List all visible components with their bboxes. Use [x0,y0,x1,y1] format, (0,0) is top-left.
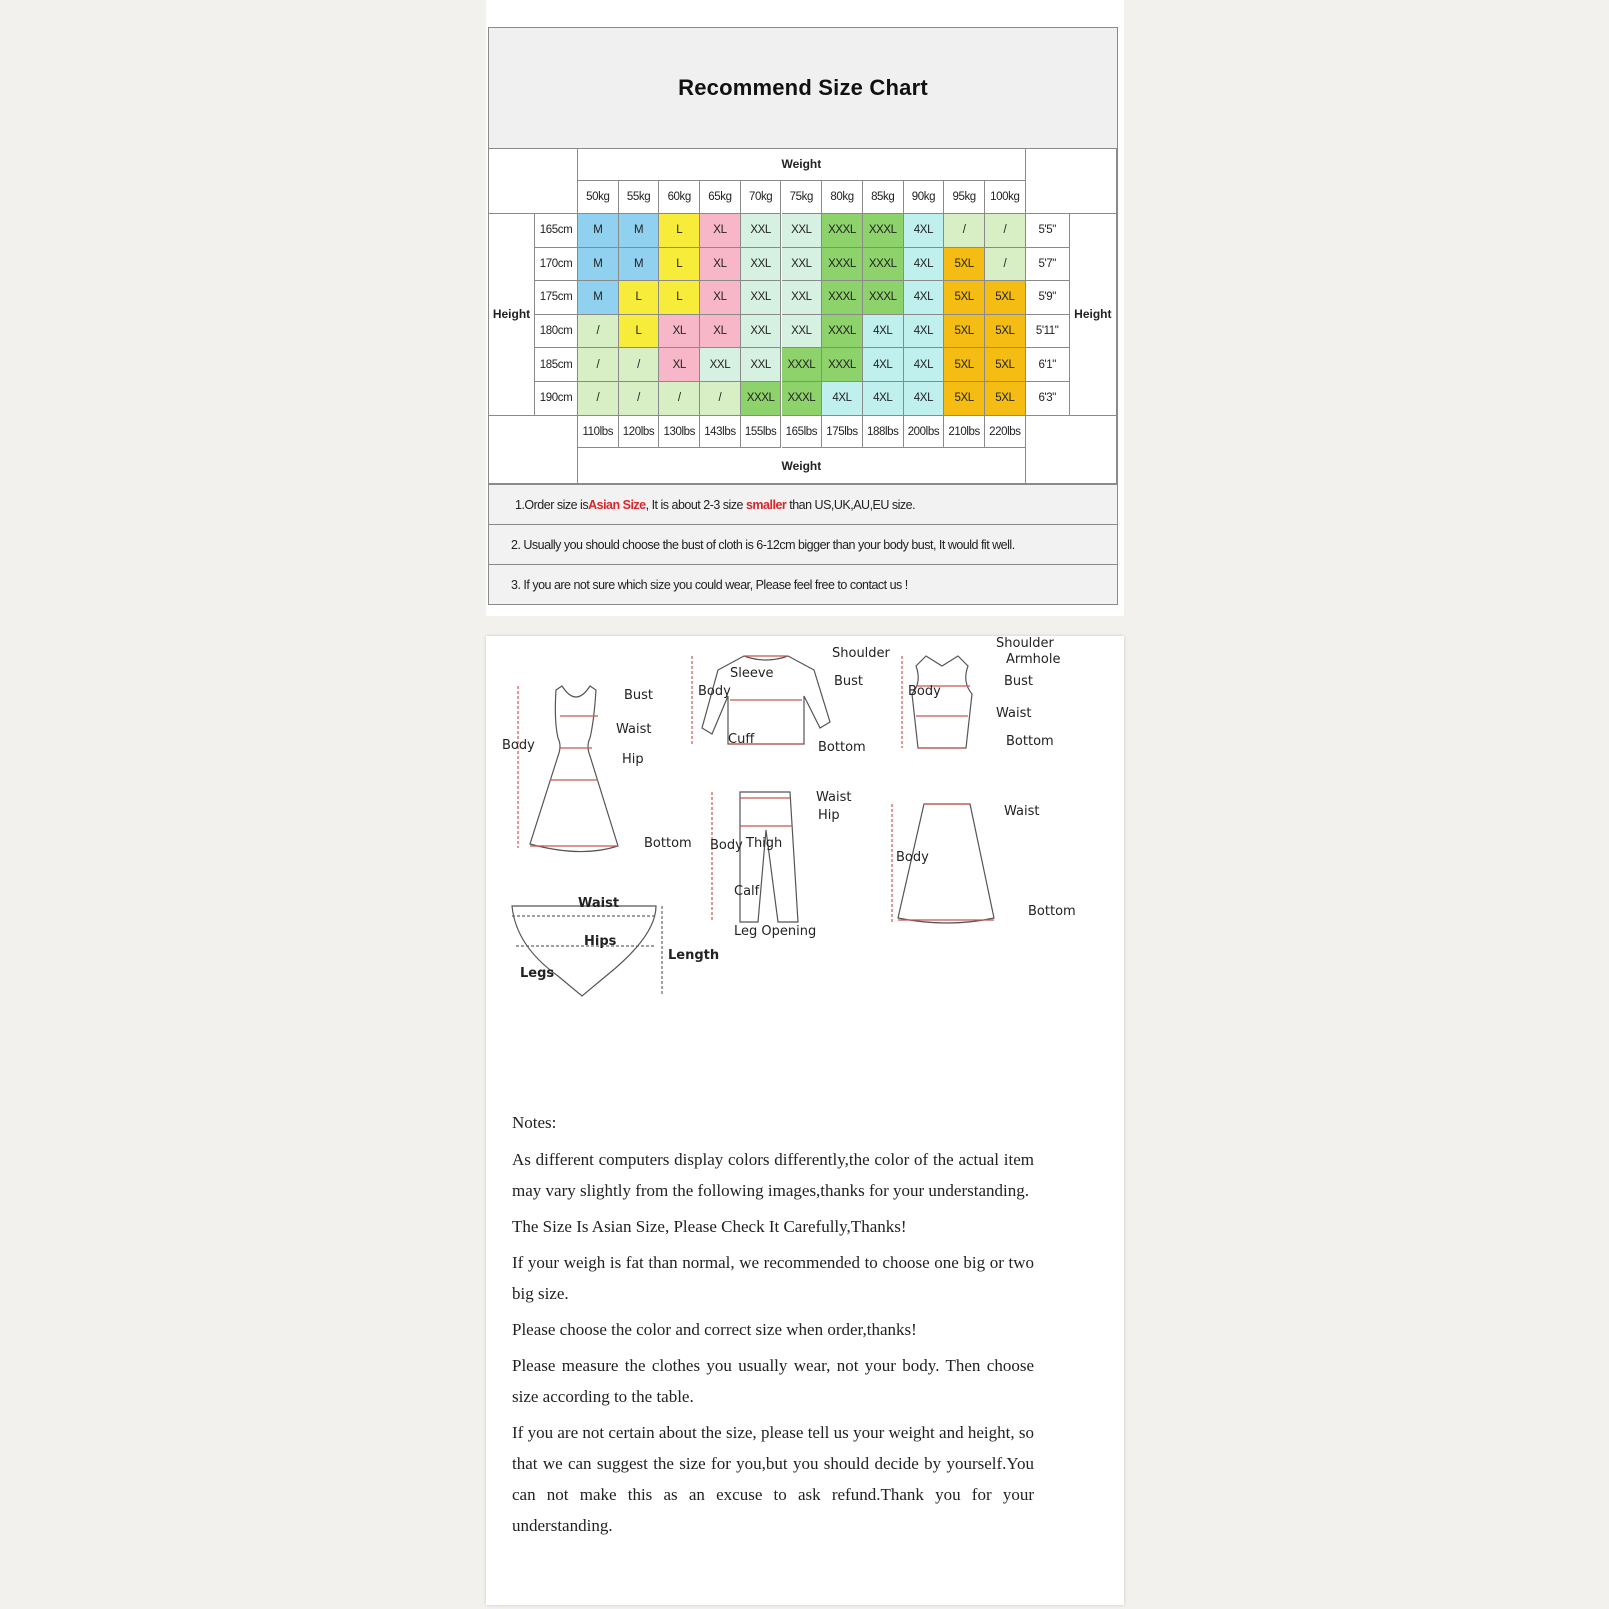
height-ft-label: 6'1" [1026,348,1070,382]
weight-lbs-footer: 220lbs [985,416,1026,448]
size-cell: XL [659,348,700,382]
skirt-body-label: Body [896,850,929,865]
size-cell: 4XL [904,214,945,248]
size-cell: M [619,214,660,248]
size-cell: XL [700,281,741,315]
size-cell: XL [700,214,741,248]
size-cell: 5XL [944,382,985,416]
tank-body-label: Body [908,684,941,699]
size-cell: XXL [741,248,782,282]
size-cell: 4XL [904,248,945,282]
tank-bust-label: Bust [1004,674,1034,689]
height-ft-label: 5'5" [1026,214,1070,248]
size-cell: 4XL [863,348,904,382]
size-cell: 4XL [904,348,945,382]
size-chart-panel [486,0,1124,616]
note-row-3 [489,564,1117,604]
weight-lbs-footer: 175lbs [822,416,863,448]
size-cell: / [578,315,619,349]
size-cell: L [659,281,700,315]
size-cell: 4XL [863,382,904,416]
shirt-shoulder-label: Shoulder [832,646,890,661]
size-cell: L [619,281,660,315]
size-cell: XXXL [822,315,863,349]
size-chart-table [488,27,1118,605]
weight-kg-header: 90kg [904,181,945,214]
notes-paragraph: Please choose the color and correct size when order,thanks! [512,1320,917,1339]
size-cell: / [578,382,619,416]
size-cell: XXXL [822,348,863,382]
pants-hip-label: Hip [818,808,840,823]
size-cell: XXXL [782,348,823,382]
size-cell: XXXL [863,248,904,282]
tank-armhole-label: Armhole [1006,652,1061,667]
weight-kg-header: 80kg [822,181,863,214]
size-cell: 5XL [985,281,1026,315]
size-cell: XXL [782,281,823,315]
briefs-waist-label: Waist [578,896,620,911]
weight-kg-header: 65kg [700,181,741,214]
note-1-post: than US,UK,AU,EU size. [786,497,916,512]
size-cell: L [619,315,660,349]
corner-blank [1026,148,1117,214]
size-cell: XXL [741,214,782,248]
size-cell: 4XL [822,382,863,416]
briefs-illustration [512,906,662,996]
notes-section [512,1107,1034,1546]
dress-hip-label: Hip [622,752,644,767]
weight-lbs-footer: 200lbs [904,416,945,448]
size-cell: XXL [741,281,782,315]
note-1-mid: , It is about 2-3 size [645,497,746,512]
notes-paragraph: As different computers display colors differently,the color of the actual item may vary slightly from the following images,thanks for your understanding. [512,1150,1034,1200]
weight-lbs-footer: 188lbs [863,416,904,448]
size-cell: XXL [741,348,782,382]
size-cell: XXL [782,248,823,282]
corner-blank [1026,416,1117,484]
size-cell: 5XL [985,315,1026,349]
corner-blank [489,148,578,214]
skirt-waist-label: Waist [1004,804,1040,819]
pants-illustration [712,792,798,922]
pants-body-label: Body [710,838,743,853]
garment-diagrams [486,636,1124,1056]
height-cm-label: 175cm [535,281,578,315]
size-cell: / [985,248,1026,282]
weight-kg-header: 85kg [863,181,904,214]
height-label-left: Height [489,214,535,416]
shirt-body-label: Body [698,684,731,699]
size-cell: XXL [782,315,823,349]
weight-kg-header: 70kg [741,181,782,214]
size-cell: XXL [782,214,823,248]
size-cell: 4XL [904,281,945,315]
height-cm-label: 190cm [535,382,578,416]
dress-bottom-label: Bottom [644,836,692,851]
weight-lbs-footer: 165lbs [782,416,823,448]
size-cell: XL [700,248,741,282]
tank-illustration [902,656,972,748]
size-cell: / [985,214,1026,248]
pants-calf-label: Calf [734,884,760,899]
size-cell: / [619,348,660,382]
weight-kg-header: 55kg [619,181,660,214]
notes-paragraph: If your weigh is fat than normal, we recommended to choose one big or two big size. [512,1253,1034,1303]
size-cell: 5XL [944,348,985,382]
size-cell: M [578,281,619,315]
briefs-legs-label: Legs [520,966,555,981]
shirt-bottom-label: Bottom [818,740,866,755]
size-cell: M [578,248,619,282]
weight-kg-header: 75kg [782,181,823,214]
weight-kg-header: 60kg [659,181,700,214]
size-cell: XXL [700,348,741,382]
note-1-pre: 1.Order size is [515,497,589,512]
size-cell: M [619,248,660,282]
size-cell: XL [659,315,700,349]
note-1-asian-size: Asian Size [588,497,646,512]
tank-waist-label: Waist [996,706,1032,721]
size-cell: L [659,214,700,248]
size-cell: 5XL [985,382,1026,416]
pants-thigh-label: Thigh [746,836,783,851]
size-cell: XXL [741,315,782,349]
size-cell: XXXL [863,214,904,248]
dress-body-label: Body [502,738,535,753]
size-cell: 4XL [904,315,945,349]
size-cell: XXXL [822,248,863,282]
size-cell: L [659,248,700,282]
height-cm-label: 185cm [535,348,578,382]
notes-paragraph: The Size Is Asian Size, Please Check It Carefully,Thanks! [512,1217,907,1236]
height-cm-label: 170cm [535,248,578,282]
weight-lbs-footer: 110lbs [578,416,619,448]
size-cell: XL [700,315,741,349]
notes-paragraph: Please measure the clothes you usually wear, not your body. Then choose size according to the table. [512,1356,1034,1406]
title-band [489,28,1117,149]
note-2-text: 2. Usually you should choose the bust of cloth is 6-12cm bigger than your body bust, It would fit well. [511,537,1015,552]
note-3-text: 3. If you are not sure which size you could wear, Please feel free to contact us ! [511,577,908,592]
shirt-sleeve-label: Sleeve [730,666,774,681]
skirt-bottom-label: Bottom [1028,904,1076,919]
dress-waist-label: Waist [616,722,652,737]
size-cell: / [944,214,985,248]
notes-paragraph: If you are not certain about the size, please tell us your weight and height, so that we can suggest the size for you,but you should decide by yourself.You can not make this as an excuse to ask refund.Thank you for your understanding. [512,1423,1034,1535]
height-cm-label: 165cm [535,214,578,248]
height-label-right: Height [1070,214,1117,416]
height-cm-label: 180cm [535,315,578,349]
weight-lbs-footer: 130lbs [659,416,700,448]
weight-lbs-footer: 155lbs [741,416,782,448]
shirt-cuff-label: Cuff [728,732,755,747]
height-ft-label: 5'11" [1026,315,1070,349]
height-ft-label: 5'9" [1026,281,1070,315]
size-cell: XXXL [863,281,904,315]
size-cell: XXXL [822,214,863,248]
weight-lbs-footer: 120lbs [619,416,660,448]
weight-header: Weight [578,148,1026,181]
size-cell: 5XL [944,281,985,315]
weight-kg-header: 50kg [578,181,619,214]
size-cell: / [578,348,619,382]
size-cell: / [700,382,741,416]
weight-footer: Weight [578,448,1026,484]
height-ft-label: 6'3" [1026,382,1070,416]
height-ft-label: 5'7" [1026,248,1070,282]
weight-lbs-footer: 143lbs [700,416,741,448]
dress-illustration [518,686,618,852]
tank-bottom-label: Bottom [1006,734,1054,749]
size-cell: 4XL [863,315,904,349]
pants-leg-opening-label: Leg Opening [734,924,817,939]
weight-lbs-footer: 210lbs [944,416,985,448]
briefs-length-label: Length [668,948,720,963]
size-cell: 4XL [904,382,945,416]
size-cell: 5XL [985,348,1026,382]
pants-waist-label: Waist [816,790,852,805]
size-cell: / [619,382,660,416]
size-cell: XXXL [782,382,823,416]
tank-shoulder-label: Shoulder [996,636,1054,651]
note-row-2 [489,524,1117,564]
measurement-guide-panel [486,636,1124,1605]
size-cell: XXXL [822,281,863,315]
note-row-1 [489,484,1117,524]
size-grid [489,148,1117,484]
size-cell: M [578,214,619,248]
size-cell: XXXL [741,382,782,416]
shirt-bust-label: Bust [834,674,864,689]
dress-bust-label: Bust [624,688,654,703]
note-1-smaller: smaller [745,497,787,512]
chart-title: Recommend Size Chart [678,75,928,100]
briefs-hips-label: Hips [584,934,617,949]
weight-kg-header: 95kg [944,181,985,214]
corner-blank [489,416,578,484]
notes-heading: Notes: [512,1113,557,1132]
size-cell: 5XL [944,315,985,349]
size-cell: 5XL [944,248,985,282]
weight-kg-header: 100kg [985,181,1026,214]
size-cell: / [659,382,700,416]
